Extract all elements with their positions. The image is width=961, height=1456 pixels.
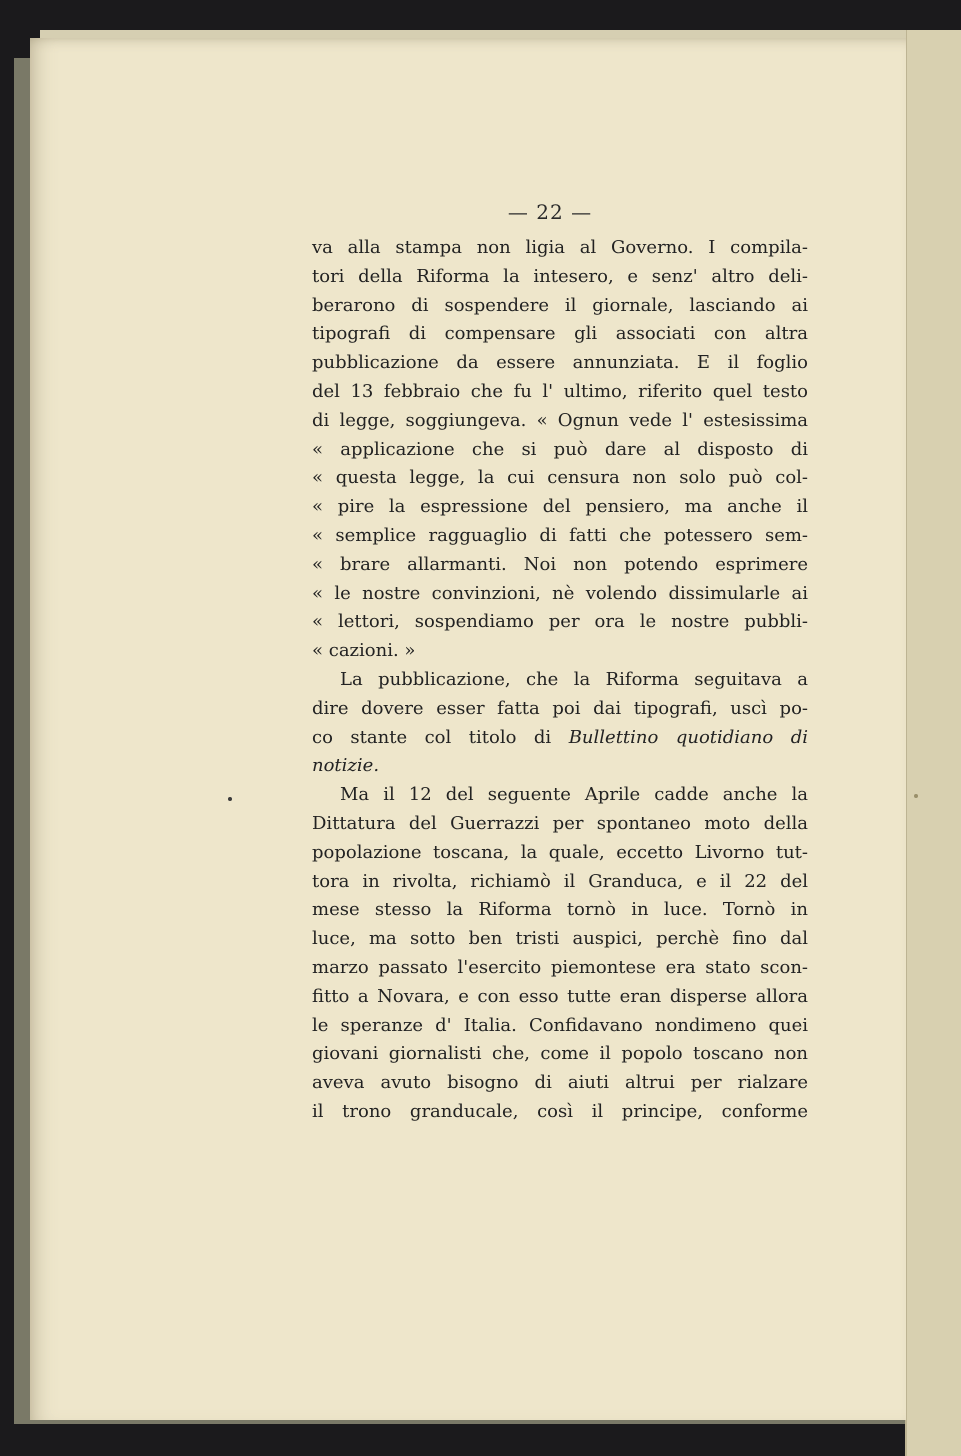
paragraph-start-line: La pubblicazione, che la Riforma seguitava a	[340, 668, 808, 690]
text-line: il trono granducale, così il principe, conforme	[312, 1100, 808, 1122]
text-line: « pire la espressione del pensiero, ma anche il	[312, 496, 808, 518]
text-line: berarono di sospendere il giornale, lasciando ai	[312, 294, 808, 316]
text-line: « le nostre convinzioni, nè volendo dissimularle ai	[312, 582, 808, 604]
text-line: va alla stampa non ligia al Governo. I compila-	[312, 237, 808, 258]
paragraph-start-line: Ma il 12 del seguente Aprile cadde anche la	[340, 784, 808, 806]
facing-page-strip	[905, 30, 961, 1456]
text-line: fitto a Novara, e con esso tutte eran disperse allora	[312, 985, 808, 1007]
text-line: co stante col titolo di Bullettino quotidiano di	[312, 726, 808, 748]
text-line: dire dovere esser fatta poi dai tipografi, uscì po-	[312, 697, 808, 719]
text-line	[312, 752, 808, 781]
text-line: pubblicazione da essere annunziata. E il foglio	[312, 352, 808, 374]
text-line: tori della Riforma la intesero, e senz' altro deli-	[312, 265, 808, 287]
text-line: del 13 febbraio che fu l' ultimo, riferito quel testo	[312, 380, 808, 402]
text-line: « lettori, sospendiamo per ora le nostre pubbli-	[312, 611, 808, 633]
text-line: « semplice ragguaglio di fatti che potessero sem-	[312, 524, 808, 546]
text-line: « applicazione che si può dare al disposto di	[312, 438, 808, 460]
text-line: le speranze d' Italia. Confidavano nondimeno quei	[312, 1014, 808, 1036]
page-number: — 22 —	[507, 200, 593, 224]
ink-speck	[914, 794, 918, 798]
text-line: tora in rivolta, richiamò il Granduca, e il 22 del	[312, 870, 808, 892]
text-line: luce, ma sotto ben tristi auspici, perchè fino dal	[312, 928, 808, 950]
text-line: « cazioni. »	[312, 640, 416, 662]
italic-title: notizie.	[312, 755, 380, 777]
italic-title: Bullettino quotidiano di	[568, 726, 808, 748]
text-line: « questa legge, la cui censura non solo può col-	[312, 467, 808, 489]
text-line: tipografi di compensare gli associati con altra	[312, 323, 808, 345]
text-line: mese stesso la Riforma tornò in luce. Tornò in	[312, 899, 808, 921]
text-line: aveva avuto bisogno di aiuti altrui per rialzare	[312, 1072, 808, 1094]
body-text	[312, 234, 808, 1127]
text-line: giovani giornalisti che, come il popolo toscano non	[312, 1043, 808, 1065]
text-line: di legge, soggiungeva. « Ognun vede l' estesissima	[312, 409, 808, 431]
ink-speck	[228, 797, 232, 801]
text-line: Dittatura del Guerrazzi per spontaneo moto della	[312, 812, 808, 834]
text-line: « brare allarmanti. Noi non potendo esprimere	[312, 553, 808, 575]
text-line: popolazione toscana, la quale, eccetto Livorno tut-	[312, 841, 808, 863]
text-line: marzo passato l'esercito piemontese era stato scon-	[312, 956, 808, 978]
